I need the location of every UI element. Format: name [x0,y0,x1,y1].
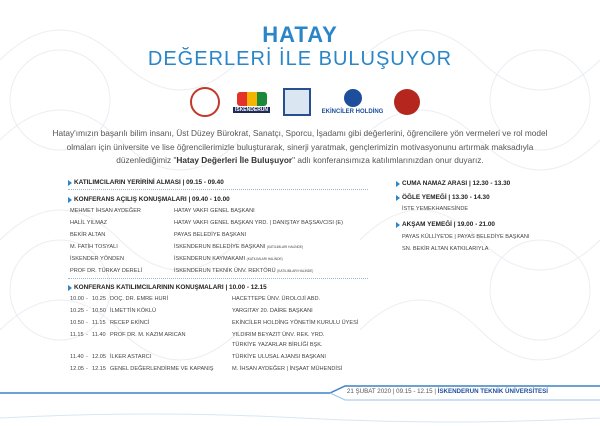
footer-venue: İSKENDERUN TEKNİK ÜNİVERSİTESİ [437,388,548,395]
footer-time: 09.15 - 12.15 [396,388,433,395]
talk-speaker: İLKER ASTARCI [110,354,152,360]
intro-event-name: Hatay Değerleri İle Buluşuyor [176,155,293,165]
talk-title: M. İHSAN AYDEĞER | İNŞAAT MÜHENDİSİ [232,366,343,372]
opening-speaker-name: PROF DR. TÜRKAY DERELİ [70,268,143,274]
intro-paragraph [40,127,560,168]
talk-title: TÜRKİYE ULUSAL AJANSI BAŞKANI [232,354,326,360]
talk-end: 10.25 [92,296,106,302]
opening-speaker-name: BEKİR ALTAN [70,232,106,238]
talk-title: YILDIRIM BEYAZIT ÜNV. REK. YRD. [232,332,325,338]
talk-dash: - [86,308,88,314]
talk-start: 12.05 [70,366,84,372]
dinner-place-2: SN. BEKİR ALTAN KATKILARIYLA [402,246,489,252]
dinner-heading: AKŞAM YEMEĞİ | 19.00 - 21.00 [396,221,495,228]
intro-line-3-post: " adlı konferansımıza katılımlarınızdan onur duyarız. [292,155,484,165]
opening-speaker-title: İSKENDERUN KAYMAKAMI (KATILIMLARI HALİNDE) [174,256,283,262]
lunch-place: İSTE YEMEKHANESİNDE [402,206,469,212]
opening-speaker-title: İSKENDERUN TEKNİK ÜNV. REKTÖRÜ (KATILIMLARI HALİNDE) [174,268,314,274]
university-seal-logo [190,87,220,117]
talk-speaker: İLMETTİN KÖKLÜ [110,308,157,314]
opening-speaker-title: HATAY VAKFI GENEL BAŞKAN YRD. | DANIŞTAY BAŞSAVCISI (E) [174,220,343,226]
dinner-place-1: PAYAS KÜLLİYE'DE | PAYAS BELEDİYE BAŞKANI [402,234,530,240]
opening-speaker-name: İSKENDER YÖNDEN [70,256,124,262]
talk-end: 10.50 [92,308,106,314]
page-title: HATAY [262,22,338,47]
talk-end: 12.05 [92,354,106,360]
talk-title: HACETTEPE ÜNV. ÜROLOJİ ABD. [232,296,321,302]
attendance-note: (KATILIMLARI HALİNDE) [246,257,283,261]
talk-start: 11.40 [70,354,84,360]
attendance-note: (KATILIMLARI HALİNDE) [277,269,314,273]
talk-start: 11.15 [70,332,84,338]
logo-strip [190,84,420,120]
talks-heading: KONFERANS KATILIMCILARININ KONUŞMALARI | 10.00 - 12.15 [68,284,267,291]
hatay-foundation-logo [394,89,420,115]
page-subtitle: DEĞERLERİ İLE BULUŞUYOR [147,48,453,70]
opening-speaker-title: İSKENDERUN BELEDİYE BAŞKANI (KATILIMLARI HALİNDE) [174,244,304,250]
footer-info: 21 ŞUBAT 2020 | 09.15 - 12.15 | İSKENDERUN TEKNİK ÜNİVERSİTESİ [346,388,548,395]
iskenderun-logo-text: İSKENDERUN [234,106,269,113]
opening-speaker-title: HATAY VAKFI GENEL BAŞKANI [174,208,255,214]
iskenderun-municipality-logo [235,92,269,113]
talk-title: EKİNCİLER HOLDİNG YÖNETİM KURULU ÜYESİ [232,320,359,326]
intro-line-3-pre: düzenlediğimiz " [116,155,177,165]
talk-dash: - [86,296,88,302]
opening-speaker-name: MEHMET İHSAN AYDEĞER [70,208,141,214]
opening-speaker-title: PAYAS BELEDİYE BAŞKANI [174,232,247,238]
opening-speaker-name: HALİL YILMAZ [70,220,107,226]
divider [68,278,368,279]
gathering-heading: KATILIMCILARIN YERİRİNİ ALMASI | 09.15 - 09.40 [68,179,224,186]
talk-speaker: RECEP EKİNCİ [110,320,150,326]
talk-end: 12.15 [92,366,106,372]
program-right-column [396,180,546,260]
talk-speaker: PROF DR. M. KAZIM ARICAN [110,332,186,338]
opening-speaker-name: M. FATİH TOSYALI [70,244,118,250]
divider [68,189,368,190]
talk-title: TÜRKİYE YAZARLAR BİRLİĞİ BŞK. [232,342,323,348]
attendance-note: (KATILIMLARI HALİNDE) [266,245,304,249]
talk-end: 11.40 [92,332,106,338]
program-left-column [68,179,368,379]
prayer-heading: CUMA NAMAZ ARASI | 12.30 - 13.30 [396,180,510,187]
talk-dash: - [86,354,88,360]
talk-start: 10.00 [70,296,84,302]
lunch-heading: ÖĞLE YEMEĞİ | 13.30 - 14.30 [396,194,490,201]
talk-title: YARGITAY 20. DAİRE BAŞKANI [232,308,313,314]
intro-line-1: Hatay'ımızın başarılı bilim insanı, Üst Düzey Bürokrat, Sanatçı, Sporcu, İşadamı gibi değerlerini, öğrencilere yön vermeleri ve rol model [52,128,548,138]
ekinciler-holding-logo [321,89,384,115]
talk-dash: - [86,332,88,338]
bottom-stripe [0,406,600,426]
intro-line-2: olmaları için üniversite ve lise öğrencilerimizle buluşturarak, sinerji yaratmak, gençlerimizin motivasyonunu artırmak maksadıyla [66,141,534,152]
talk-dash: - [86,320,88,326]
payas-municipality-logo [283,88,311,116]
opening-heading: KONFERANS AÇILIŞ KONUŞMALARI | 09.40 - 10.00 [68,196,230,203]
talk-dash: - [86,366,88,372]
talk-end: 11.15 [92,320,106,326]
ekinciler-logo-text: EKİNCİLER HOLDİNG [321,109,384,115]
talk-start: 10.25 [70,308,84,314]
talk-start: 10.50 [70,320,84,326]
talk-speaker: DOÇ. DR. EMRE HURİ [110,296,169,302]
talk-speaker: GENEL DEĞERLENDİRME VE KAPANIŞ [110,366,214,372]
footer-date: 21 ŞUBAT 2020 [346,388,392,395]
